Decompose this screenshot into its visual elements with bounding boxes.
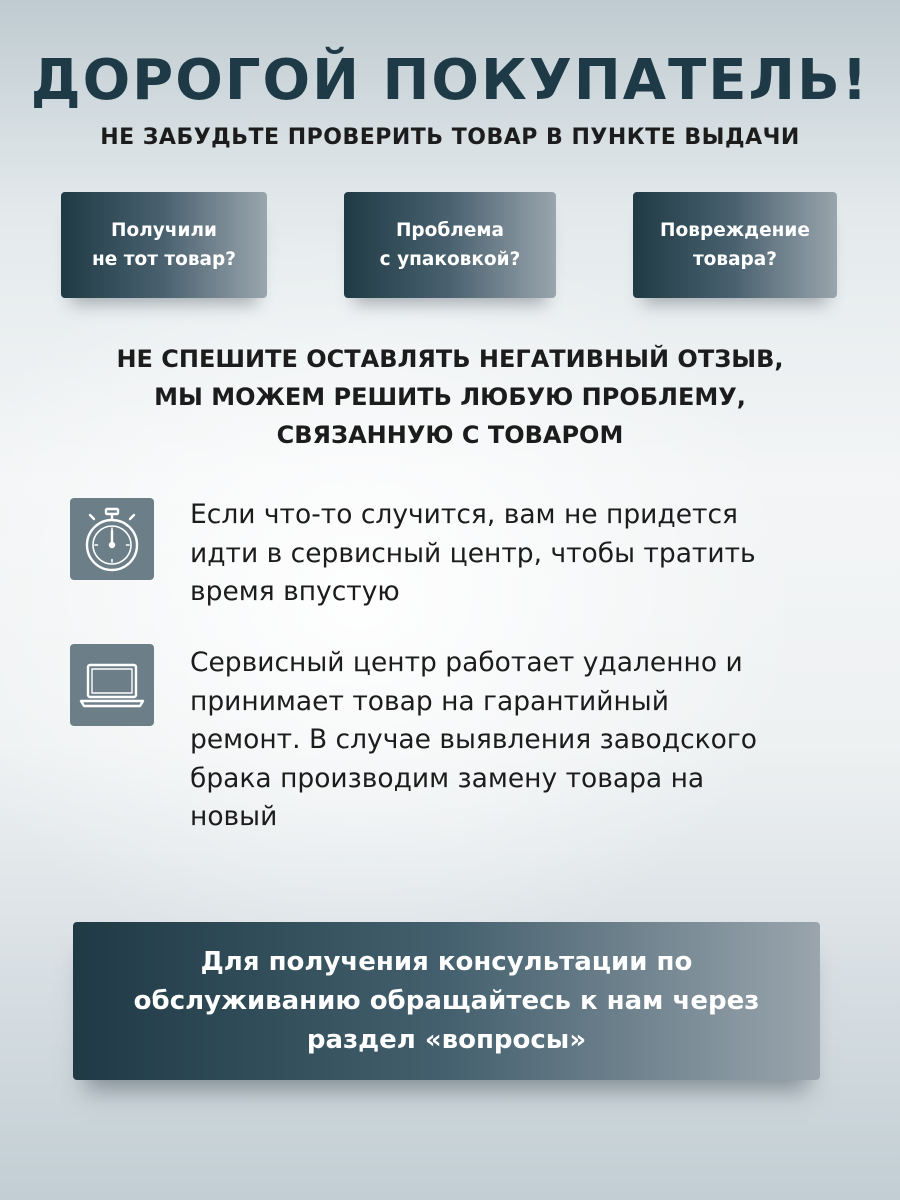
tile-label: Получили не тот товар? [92, 220, 236, 270]
notice-text: НЕ СПЕШИТЕ ОСТАВЛЯТЬ НЕГАТИВНЫЙ ОТЗЫВ, МЫ МОЖЕМ РЕШИТЬ ЛЮБУЮ ПРОБЛЕМУ, СВЯЗАННУЮ С ТОВАРОМ [116, 345, 784, 449]
tile-packaging-problem [344, 192, 556, 298]
tile-wrong-item [61, 192, 267, 298]
consultation-text: Для получения консультации по обслуживанию обращайтесь к нам через раздел «вопросы» [133, 946, 760, 1055]
page-title: ДОРОГОЙ ПОКУПАТЕЛЬ! [30, 48, 870, 113]
consultation-banner [73, 922, 820, 1080]
tile-label: Повреждение товара? [660, 220, 810, 270]
tile-item-damage [633, 192, 837, 298]
feature-text-remote-service: Если что-то случится, вам не придется идти в сервисный центр, чтобы тратить время впустую [190, 499, 756, 607]
stopwatch-icon [70, 498, 154, 580]
feature-text-warranty: Сервисный центр работает удаленно и принимает товар на гарантийный ремонт. В случае выявления заводского брака производим замену товара на новый [190, 647, 758, 832]
tile-label: Проблема с упаковкой? [379, 220, 521, 270]
laptop-icon [70, 644, 154, 726]
page-subtitle: НЕ ЗАБУДЬТЕ ПРОВЕРИТЬ ТОВАР В ПУНКТЕ ВЫДАЧИ [100, 125, 800, 150]
